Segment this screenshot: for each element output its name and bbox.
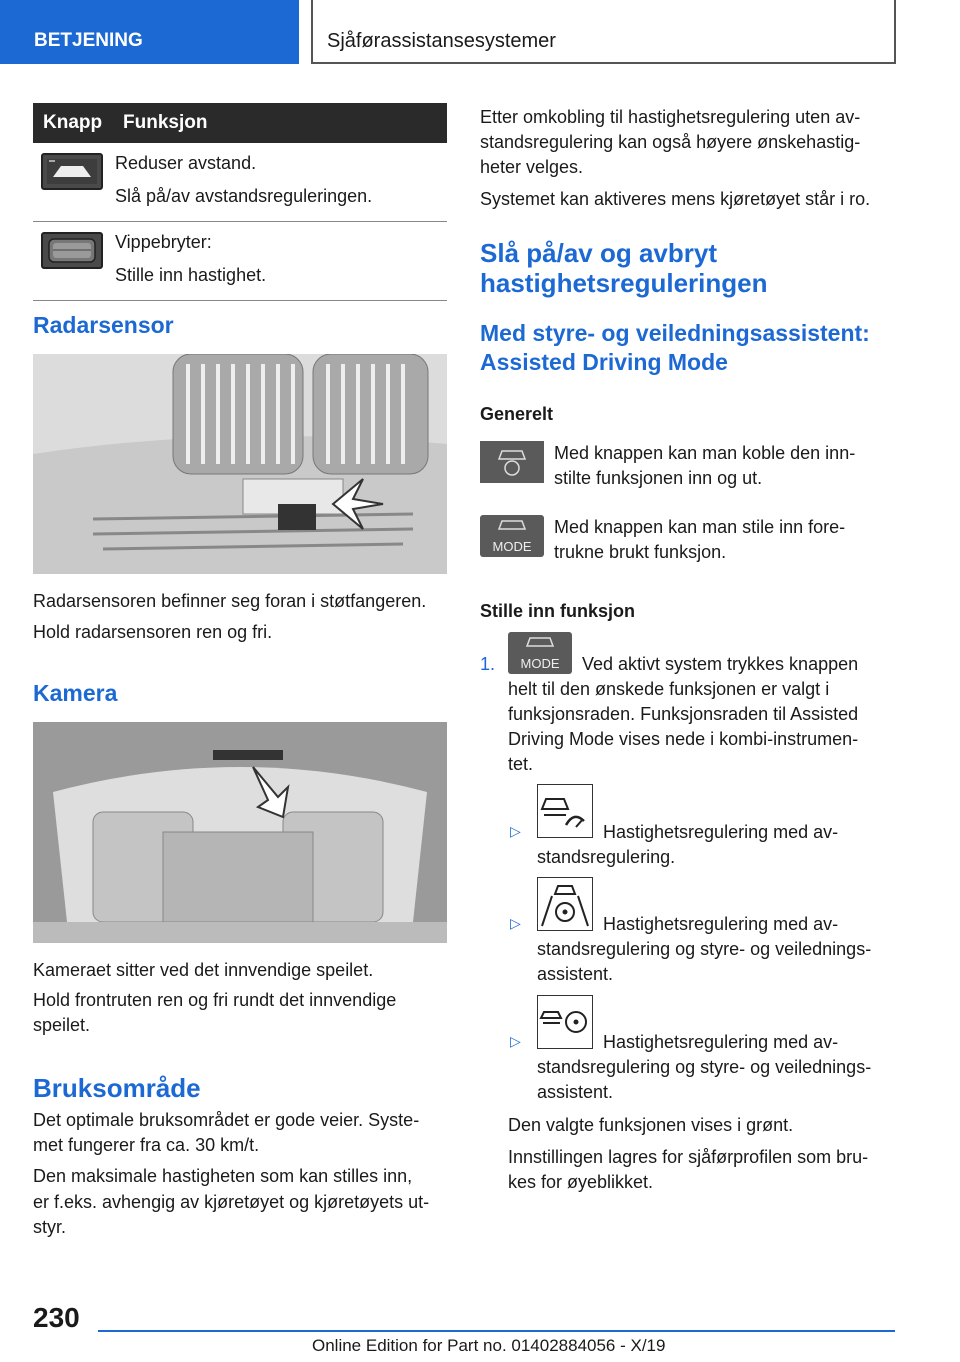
bullet-text: standsregulering og styre- og veilednings- bbox=[537, 1057, 872, 1077]
camera-text-2b: speilet. bbox=[33, 1015, 91, 1035]
bullet-text: Hastighetsregulering med av- bbox=[603, 914, 839, 934]
subsection-heading: Med styre- og veiledningsassistent: bbox=[480, 320, 870, 346]
section-heading: hastighetsreguleringen bbox=[480, 268, 768, 298]
usage-line: Det optimale bruksområdet er gode veier. Syste- bbox=[33, 1110, 420, 1130]
camera-image bbox=[33, 722, 447, 943]
general-text: Med knappen kan man stile inn fore- bbox=[554, 517, 846, 537]
bullet-text: assistent. bbox=[537, 964, 614, 984]
acc-steering-display-icon bbox=[537, 877, 593, 931]
table-cell-icon bbox=[33, 222, 113, 301]
table-cell-text bbox=[113, 222, 447, 301]
usage-line: Den maksimale hastigheten som kan stilles inn, bbox=[33, 1166, 413, 1186]
page-title: Sjåførassistansesystemer bbox=[311, 0, 896, 64]
intro-line: standsregulering kan også høyere ønskehastig- bbox=[480, 132, 861, 152]
col-function-header: Funksjon bbox=[113, 103, 447, 143]
col-button-header: Knapp bbox=[33, 103, 113, 143]
mode-button-icon bbox=[508, 632, 572, 674]
bullet-text: Hastighetsregulering med av- bbox=[603, 1032, 839, 1052]
subsection-heading: Assisted Driving Mode bbox=[480, 349, 728, 375]
final-text: kes for øyeblikket. bbox=[508, 1172, 654, 1192]
table-cell-text bbox=[113, 143, 447, 222]
intro-line: Etter omkobling til hastighetsregulering uten av- bbox=[480, 107, 861, 127]
row-line: Stille inn hastighet. bbox=[115, 265, 267, 285]
step-number: 1. bbox=[480, 654, 496, 674]
general-heading: Generelt bbox=[480, 404, 554, 424]
bullet-triangle-icon: ▷ bbox=[510, 1033, 521, 1049]
acc-steering-assist-icon bbox=[537, 995, 593, 1049]
bullet-text: standsregulering. bbox=[537, 847, 676, 867]
row-line: Slå på/av avstandsreguleringen. bbox=[115, 186, 373, 206]
camera-text-1: Kameraet sitter ved det innvendige speilet. bbox=[33, 960, 374, 980]
step-text: tet. bbox=[508, 754, 534, 774]
final-text: Innstillingen lagres for sjåførprofilen som bru- bbox=[508, 1147, 869, 1167]
step-text: funksjonsraden. Funksjonsraden til Assisted bbox=[508, 704, 859, 724]
camera-heading: Kamera bbox=[33, 680, 118, 706]
assist-button-icon bbox=[480, 441, 544, 483]
radar-sensor-image bbox=[33, 354, 447, 574]
general-text: trukne brukt funksjon. bbox=[554, 542, 727, 562]
table-row bbox=[33, 143, 447, 222]
mode-label: MODE bbox=[492, 539, 532, 554]
section-tab: BETJENING bbox=[0, 0, 299, 64]
distance-button-icon bbox=[41, 153, 103, 190]
mode-button-icon bbox=[480, 515, 544, 557]
set-function-heading: Stille inn funksjon bbox=[480, 601, 636, 621]
table-header-row bbox=[33, 103, 447, 143]
footer-edition: Online Edition for Part no. 01402884056 - X/19 bbox=[312, 1336, 666, 1355]
section-heading: Slå på/av og avbryt bbox=[480, 238, 717, 268]
table-cell-icon bbox=[33, 143, 113, 222]
bullet-text: Hastighetsregulering med av- bbox=[603, 822, 839, 842]
acc-display-icon bbox=[537, 784, 593, 838]
usage-line: styr. bbox=[33, 1217, 67, 1237]
radar-text-2: Hold radarsensoren ren og fri. bbox=[33, 622, 273, 642]
general-text: stilte funksjonen inn og ut. bbox=[554, 468, 763, 488]
step-text: helt til den ønskede funksjonen er valgt i bbox=[508, 679, 830, 699]
intro-line: heter velges. bbox=[480, 157, 584, 177]
radar-heading: Radarsensor bbox=[33, 312, 174, 338]
usage-line: met fungerer fra ca. 30 km/t. bbox=[33, 1135, 260, 1155]
general-text: Med knappen kan man koble den inn- bbox=[554, 443, 856, 463]
controls-table bbox=[33, 103, 447, 301]
bullet-triangle-icon: ▷ bbox=[510, 823, 521, 839]
bullet-text: standsregulering og styre- og veilednings- bbox=[537, 939, 872, 959]
bullet-triangle-icon: ▷ bbox=[510, 915, 521, 931]
mode-label: MODE bbox=[520, 656, 560, 671]
usage-heading: Bruksområde bbox=[33, 1073, 201, 1103]
row-line: Reduser avstand. bbox=[115, 153, 257, 173]
radar-text-1: Radarsensoren befinner seg foran i støtfangeren. bbox=[33, 591, 427, 611]
usage-line: er f.eks. avhengig av kjøretøyet og kjøretøyets ut- bbox=[33, 1192, 430, 1212]
bullet-text: assistent. bbox=[537, 1082, 614, 1102]
rocker-switch-icon bbox=[41, 232, 103, 269]
row-line: Vippebryter: bbox=[115, 232, 212, 252]
step-text: Driving Mode vises nede i kombi-instrumen- bbox=[508, 729, 859, 749]
step-text: Ved aktivt system trykkes knappen bbox=[582, 654, 859, 674]
camera-text-2a: Hold frontruten ren og fri rundt det innvendige bbox=[33, 990, 397, 1010]
final-text: Den valgte funksjonen vises i grønt. bbox=[508, 1115, 794, 1135]
footer-divider bbox=[98, 1330, 895, 1332]
intro-line: Systemet kan aktiveres mens kjøretøyet står i ro. bbox=[480, 189, 871, 209]
page-number: 230 bbox=[33, 1302, 80, 1333]
table-row bbox=[33, 222, 447, 301]
